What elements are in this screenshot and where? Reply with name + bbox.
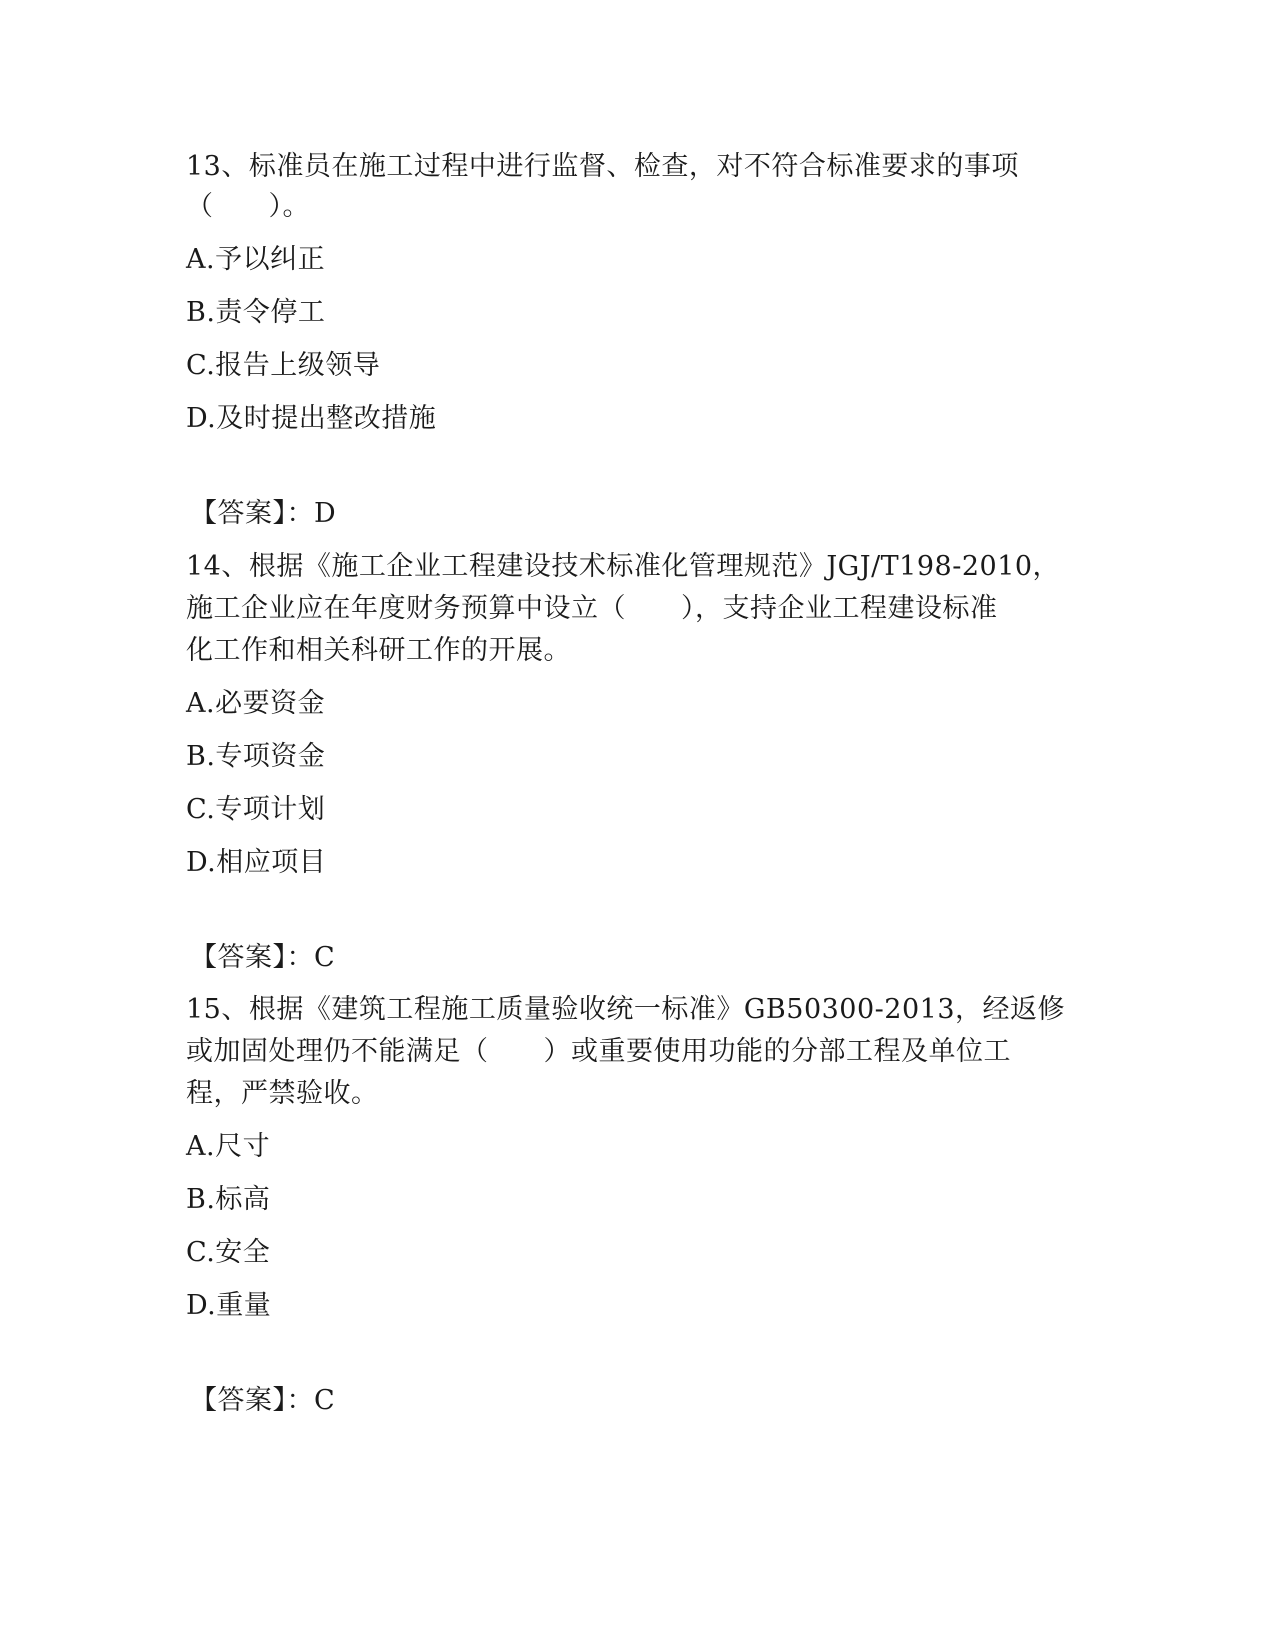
option-b: B.责令停工 <box>186 297 326 328</box>
option-c: C.报告上级领导 <box>186 350 381 381</box>
option-c: C.安全 <box>186 1237 271 1268</box>
question-stem-line: 程，严禁验收。 <box>186 1078 379 1109</box>
option-b: B.专项资金 <box>186 741 326 772</box>
option-a: A.予以纠正 <box>186 244 326 275</box>
option-d: D.相应项目 <box>186 847 327 878</box>
question-stem-line: 化工作和相关科研工作的开展。 <box>186 635 571 666</box>
question-stem-line: 13、标准员在施工过程中进行监督、检查，对不符合标准要求的事项 <box>186 151 1019 182</box>
answer-label: 【答案】：D <box>190 498 337 529</box>
question-stem-line: 或加固处理仍不能满足（ ）或重要使用功能的分部工程及单位工 <box>186 1036 1011 1067</box>
question-stem-line: （ ）。 <box>186 191 310 222</box>
question-stem-line: 14、根据《施工企业工程建设技术标准化管理规范》JGJ/T198-2010， <box>186 551 1061 582</box>
option-a: A.尺寸 <box>186 1131 271 1162</box>
option-d: D.及时提出整改措施 <box>186 403 437 434</box>
answer-label: 【答案】：C <box>190 942 336 973</box>
option-c: C.专项计划 <box>186 794 326 825</box>
option-d: D.重量 <box>186 1290 272 1321</box>
question-stem-line: 施工企业应在年度财务预算中设立（ ），支持企业工程建设标准 <box>186 593 998 624</box>
option-b: B.标高 <box>186 1184 271 1215</box>
answer-label: 【答案】：C <box>190 1385 336 1416</box>
option-a: A.必要资金 <box>186 688 326 719</box>
question-stem-line: 15、根据《建筑工程施工质量验收统一标准》GB50300-2013，经返修 <box>186 994 1065 1025</box>
